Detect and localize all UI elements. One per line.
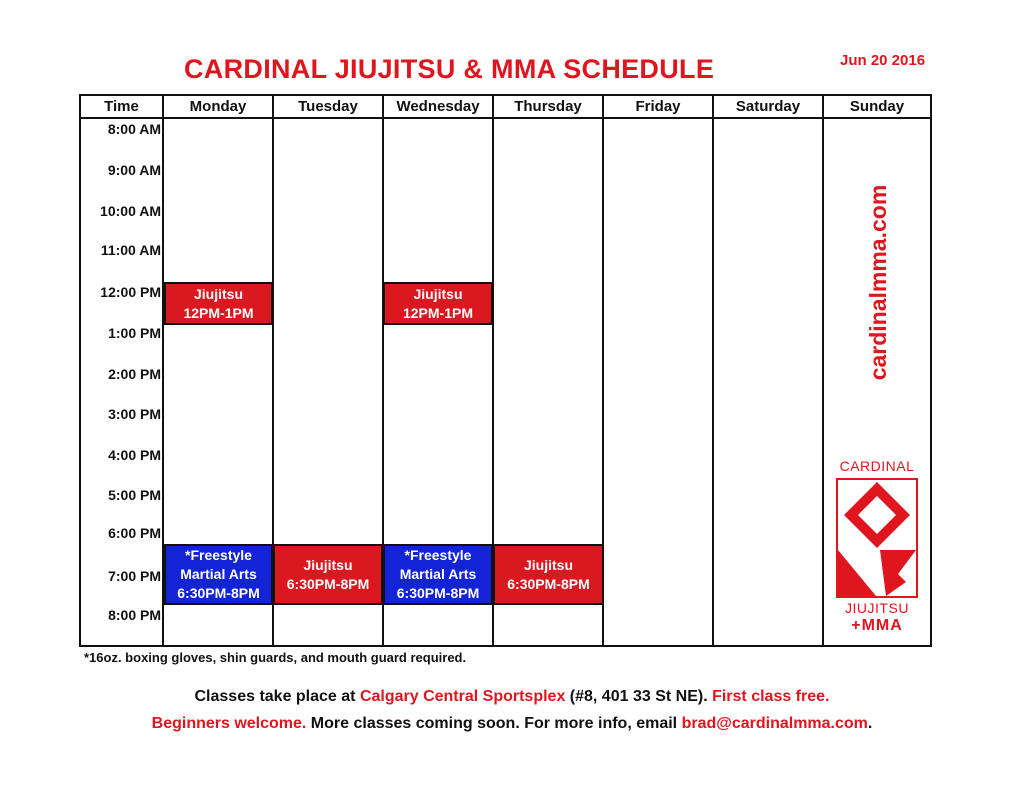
cardinal-logo-icon bbox=[836, 478, 918, 603]
time-label: 5:00 PM bbox=[108, 487, 161, 503]
class-time: 12PM-1PM bbox=[402, 304, 474, 321]
contact-email: brad@cardinalmma.com bbox=[681, 715, 868, 732]
class-name: Martial Arts bbox=[180, 566, 257, 582]
schedule-title: CARDINAL JIUJITSU & MMA SCHEDULE bbox=[184, 54, 715, 84]
location-info-line bbox=[0, 688, 1024, 706]
time-label: 7:00 PM bbox=[108, 568, 161, 584]
time-label: 4:00 PM bbox=[108, 447, 161, 463]
time-label: 2:00 PM bbox=[108, 366, 161, 382]
time-label: 6:00 PM bbox=[108, 525, 161, 541]
class-time: 6:30PM-8PM bbox=[286, 575, 370, 592]
class-name: Jiujitsu bbox=[193, 285, 243, 302]
header-divider bbox=[79, 117, 932, 119]
header-sunday: Sunday bbox=[849, 98, 905, 115]
venue-name: Calgary Central Sportsplex bbox=[359, 688, 566, 705]
class-block-wednesday-freestyle bbox=[383, 544, 493, 605]
logo-text-mma: +MMA bbox=[851, 617, 903, 634]
class-time: 6:30PM-8PM bbox=[507, 575, 590, 592]
class-block-monday-jiujitsu bbox=[164, 282, 273, 325]
info-text: Classes take place at bbox=[194, 688, 360, 705]
class-block-thursday-jiujitsu bbox=[493, 544, 604, 605]
logo-text-jiujitsu: JIUJITSU bbox=[845, 600, 909, 616]
website-text: cardinalmma.com bbox=[865, 184, 891, 381]
class-name: Martial Arts bbox=[399, 566, 477, 582]
class-time: 6:30PM-8PM bbox=[396, 585, 480, 601]
header-monday: Monday bbox=[189, 98, 247, 115]
class-block-tuesday-jiujitsu bbox=[273, 544, 383, 605]
equipment-footnote: *16oz. boxing gloves, shin guards, and mouth guard required. bbox=[84, 650, 467, 665]
time-label: 1:00 PM bbox=[108, 325, 161, 341]
class-name: Jiujitsu bbox=[523, 556, 573, 573]
time-label: 9:00 AM bbox=[107, 162, 161, 178]
column-divider bbox=[822, 94, 824, 647]
class-time: 12PM-1PM bbox=[183, 304, 254, 321]
logo-text-cardinal: CARDINAL bbox=[839, 458, 915, 474]
time-label: 10:00 AM bbox=[100, 203, 161, 219]
header-wednesday: Wednesday bbox=[396, 98, 480, 115]
class-name: *Freestyle bbox=[185, 547, 252, 563]
schedule-date: Jun 20 2016 bbox=[840, 52, 926, 69]
class-name: Jiujitsu bbox=[303, 556, 353, 573]
header-friday: Friday bbox=[635, 98, 681, 115]
class-name: Jiujitsu bbox=[413, 285, 463, 302]
contact-info-line bbox=[0, 715, 1024, 733]
class-time: 6:30PM-8PM bbox=[177, 585, 260, 601]
class-name: *Freestyle bbox=[404, 547, 472, 563]
time-label: 11:00 AM bbox=[100, 242, 161, 258]
beginners-welcome: Beginners welcome. bbox=[151, 715, 307, 732]
venue-address: (#8, 401 33 St NE). bbox=[565, 688, 713, 705]
time-label: 3:00 PM bbox=[108, 406, 161, 422]
time-label: 8:00 PM bbox=[108, 607, 161, 623]
time-label: 8:00 AM bbox=[107, 121, 161, 137]
info-text: More classes coming soon. For more info, email bbox=[306, 715, 682, 732]
column-divider bbox=[712, 94, 714, 647]
header-saturday: Saturday bbox=[735, 98, 801, 115]
info-text: . bbox=[867, 715, 873, 732]
header-time: Time bbox=[104, 98, 139, 115]
first-class-free: First class free. bbox=[712, 688, 830, 705]
header-tuesday: Tuesday bbox=[298, 98, 358, 115]
time-label: 12:00 PM bbox=[100, 284, 161, 300]
header-thursday: Thursday bbox=[514, 98, 582, 115]
class-block-monday-freestyle bbox=[164, 544, 273, 605]
class-block-wednesday-jiujitsu bbox=[383, 282, 493, 325]
